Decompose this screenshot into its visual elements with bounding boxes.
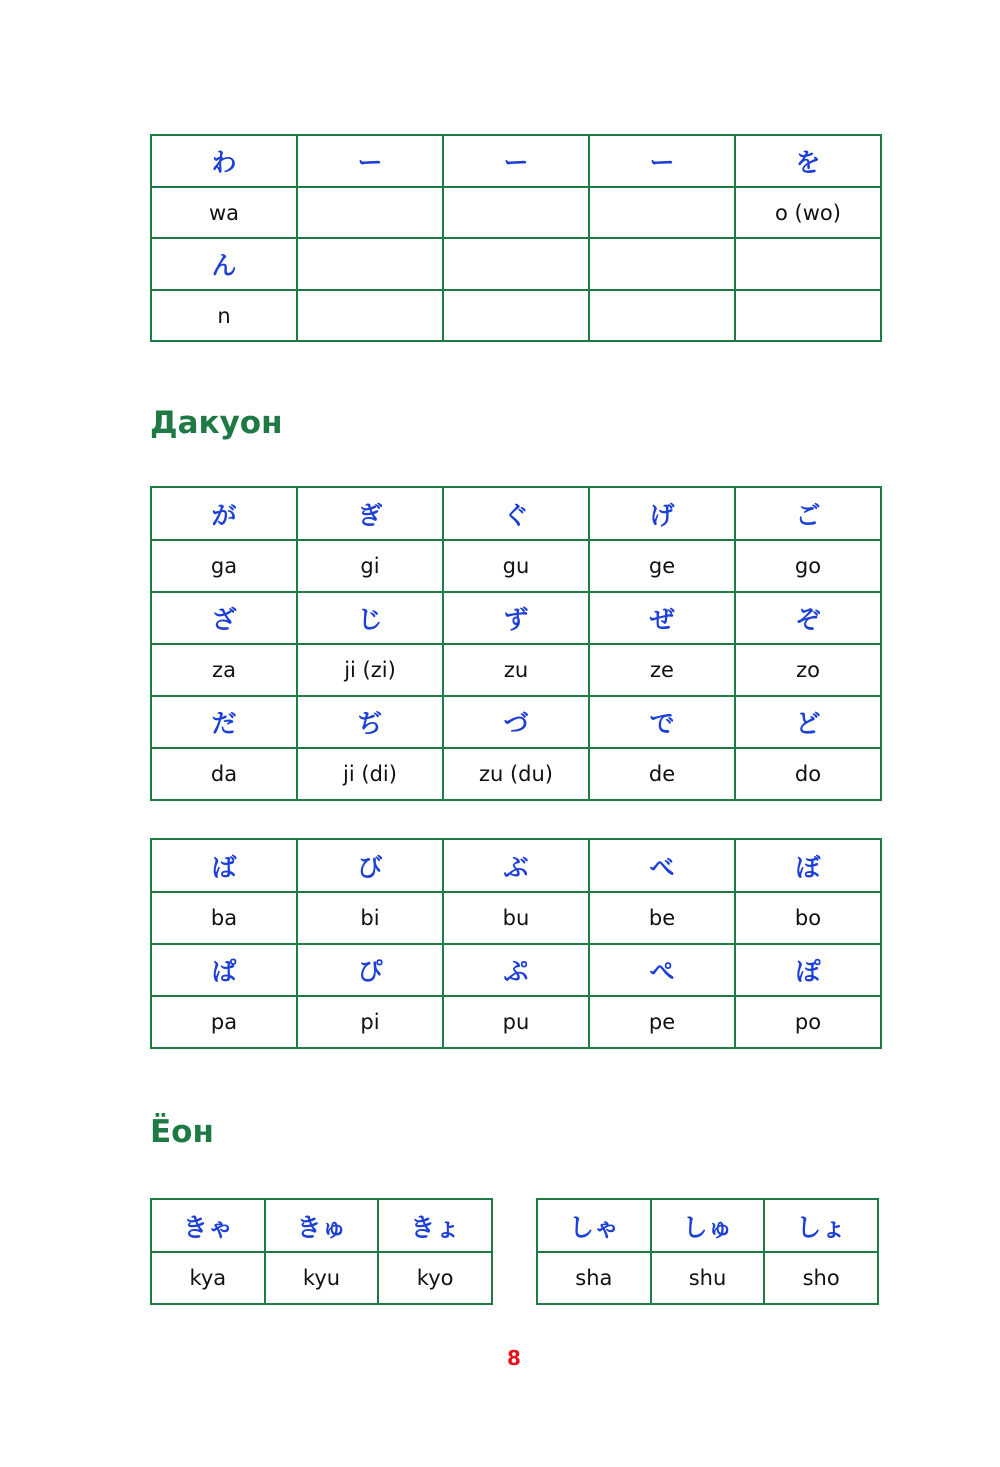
romaji-cell: sho: [764, 1252, 878, 1304]
kana-cell: しゅ: [651, 1199, 765, 1252]
romaji-cell: kya: [151, 1252, 265, 1304]
section-heading-dakuon: Дакуон: [150, 405, 283, 441]
romaji-cell: n: [151, 290, 297, 341]
romaji-cell: [297, 290, 443, 341]
kana-cell: べ: [589, 839, 735, 892]
kana-cell: ぐ: [443, 487, 589, 540]
romaji-cell: pe: [589, 996, 735, 1048]
kana-cell: で: [589, 696, 735, 748]
kana-cell: しょ: [764, 1199, 878, 1252]
kana-cell: きょ: [378, 1199, 492, 1252]
kana-cell: きゅ: [265, 1199, 379, 1252]
romaji-cell: ge: [589, 540, 735, 592]
kana-cell: ぷ: [443, 944, 589, 996]
romaji-cell: wa: [151, 187, 297, 238]
kana-cell: を: [735, 135, 881, 187]
kana-cell: ご: [735, 487, 881, 540]
romaji-cell: zu: [443, 644, 589, 696]
romaji-cell: kyo: [378, 1252, 492, 1304]
kana-table-dakuon-b-p: [150, 838, 882, 1049]
romaji-cell: ga: [151, 540, 297, 592]
romaji-cell: zo: [735, 644, 881, 696]
romaji-cell: ji (zi): [297, 644, 443, 696]
kana-cell: び: [297, 839, 443, 892]
romaji-cell: be: [589, 892, 735, 944]
kana-cell: だ: [151, 696, 297, 748]
romaji-cell: bi: [297, 892, 443, 944]
romaji-cell: pu: [443, 996, 589, 1048]
romaji-cell: sha: [537, 1252, 651, 1304]
kana-cell: ど: [735, 696, 881, 748]
romaji-cell: kyu: [265, 1252, 379, 1304]
kana-cell: ぽ: [735, 944, 881, 996]
kana-cell: ー: [589, 135, 735, 187]
kana-cell: ぜ: [589, 592, 735, 644]
kana-cell: [589, 238, 735, 290]
kana-cell: ぎ: [297, 487, 443, 540]
romaji-cell: zu (du): [443, 748, 589, 800]
romaji-cell: go: [735, 540, 881, 592]
romaji-cell: shu: [651, 1252, 765, 1304]
romaji-cell: bo: [735, 892, 881, 944]
kana-cell: じ: [297, 592, 443, 644]
romaji-cell: gu: [443, 540, 589, 592]
kana-cell: しゃ: [537, 1199, 651, 1252]
romaji-cell: [735, 290, 881, 341]
kana-cell: ず: [443, 592, 589, 644]
romaji-cell: [297, 187, 443, 238]
romaji-cell: [443, 290, 589, 341]
kana-table-wa-n: [150, 134, 882, 342]
kana-cell: ー: [297, 135, 443, 187]
kana-cell: ぺ: [589, 944, 735, 996]
romaji-cell: bu: [443, 892, 589, 944]
kana-cell: げ: [589, 487, 735, 540]
kana-cell: ん: [151, 238, 297, 290]
romaji-cell: da: [151, 748, 297, 800]
romaji-cell: [589, 290, 735, 341]
kana-table-dakuon-g-z-d: [150, 486, 882, 801]
kana-cell: ぼ: [735, 839, 881, 892]
kana-cell: ぶ: [443, 839, 589, 892]
romaji-cell: pa: [151, 996, 297, 1048]
kana-cell: づ: [443, 696, 589, 748]
kana-cell: ぱ: [151, 944, 297, 996]
romaji-cell: ji (di): [297, 748, 443, 800]
romaji-cell: do: [735, 748, 881, 800]
kana-cell: ー: [443, 135, 589, 187]
section-heading-yoon: Ёон: [150, 1114, 214, 1150]
romaji-cell: za: [151, 644, 297, 696]
romaji-cell: [443, 187, 589, 238]
romaji-cell: gi: [297, 540, 443, 592]
romaji-cell: o (wo): [735, 187, 881, 238]
page-number: 8: [507, 1346, 521, 1370]
kana-cell: ぴ: [297, 944, 443, 996]
romaji-cell: pi: [297, 996, 443, 1048]
kana-cell: ぞ: [735, 592, 881, 644]
kana-cell: [443, 238, 589, 290]
kana-table-yoon-ky: [150, 1198, 493, 1305]
romaji-cell: [589, 187, 735, 238]
romaji-cell: ba: [151, 892, 297, 944]
kana-cell: きゃ: [151, 1199, 265, 1252]
romaji-cell: de: [589, 748, 735, 800]
kana-table-yoon-sh: [536, 1198, 879, 1305]
romaji-cell: po: [735, 996, 881, 1048]
kana-cell: が: [151, 487, 297, 540]
kana-cell: わ: [151, 135, 297, 187]
kana-cell: ぢ: [297, 696, 443, 748]
kana-cell: ざ: [151, 592, 297, 644]
kana-cell: [735, 238, 881, 290]
romaji-cell: ze: [589, 644, 735, 696]
kana-cell: [297, 238, 443, 290]
kana-cell: ば: [151, 839, 297, 892]
